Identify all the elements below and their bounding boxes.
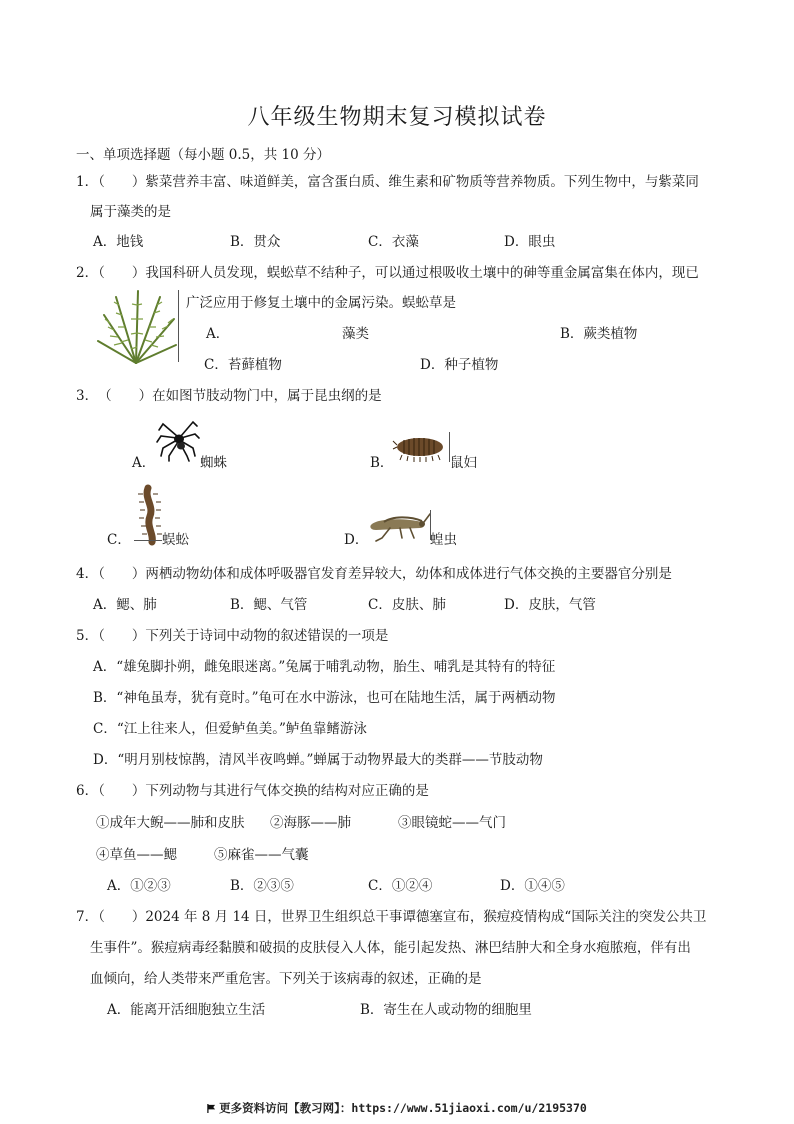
q5-option-c: C．“江上往来人，但爱鲈鱼美。”鲈鱼靠鳍游泳 — [93, 721, 367, 737]
q7-option-b: B．寄生在人或动物的细胞里 — [360, 1002, 532, 1018]
q6-stem: 6．（ ）下列动物与其进行气体交换的结构对应正确的是 — [76, 783, 429, 799]
page-title: 八年级生物期末复习模拟试卷 — [247, 105, 547, 130]
footer-text: 更多资料访问【教习网】：https://www.51jiaoxi.com/u/2195370 — [219, 1101, 587, 1115]
q1-option-d: D．眼虫 — [504, 234, 556, 250]
q2-option-a-letter: A． — [206, 326, 230, 342]
q5-stem: 5．（ ）下列关于诗词中动物的叙述错误的一项是 — [76, 628, 389, 644]
woodlouse-image — [392, 432, 448, 464]
q4-option-c: C．皮肤、肺 — [368, 597, 446, 613]
q7-stem-line3: 血倾向，给人类带来严重危害。下列关于该病毒的叙述，正确的是 — [90, 971, 482, 987]
q3-stem: 3． （ ）在如图节肢动物门中，属于昆虫纲的是 — [76, 388, 382, 404]
q6-item-5: ⑤麻雀——气囊 — [214, 847, 309, 863]
q6-option-c: C．①②④ — [368, 878, 433, 894]
q5-option-a: A．“雄兔脚扑朔，雌兔眼迷离。”兔属于哺乳动物，胎生、哺乳是其特有的特征 — [93, 659, 556, 675]
q5-option-b: B．“神龟虽寿，犹有竟时。”龟可在水中游泳，也可在陆地生活，属于两栖动物 — [93, 690, 556, 706]
q2-option-a-text: 藻类 — [342, 326, 369, 342]
q4-option-d: D．皮肤，气管 — [504, 597, 596, 613]
q1-stem-line2: 属于藻类的是 — [90, 204, 171, 220]
image-baseline — [134, 540, 162, 541]
q7-stem-line2: 生事件”。猴痘病毒经黏膜和破损的皮肤侵入人体，能引起发热、淋巴结肿大和全身水疱脓疱，伴有出 — [90, 940, 691, 956]
q6-option-a: A．①②③ — [107, 878, 171, 894]
section-heading: 一、单项选择题（每小题 0.5，共 10 分） — [76, 147, 331, 163]
q7-stem-line1: 7．（ ）2024 年 8 月 14 日，世界卫生组织总干事谭德塞宣布，猴痘疫情构成“国际关注的突发公共卫 — [76, 909, 707, 925]
q3-option-d-letter: D． — [344, 532, 369, 548]
q2-stem-line2: 广泛应用于修复土壤中的金属污染。蜈蚣草是 — [186, 295, 456, 311]
q4-option-b: B．鳃、气管 — [230, 597, 308, 613]
image-divider — [178, 290, 179, 362]
q6-option-d: D．①④⑤ — [500, 878, 565, 894]
spider-image — [155, 416, 201, 462]
q3-option-a-letter: A． — [132, 455, 156, 471]
q2-stem-line1: 2．（ ）我国科研人员发现，蜈蚣草不结种子，可以通过根吸收土壤中的砷等重金属富集在体内，现已 — [76, 265, 699, 281]
q2-option-b: B．蕨类植物 — [560, 326, 638, 342]
q6-item-3: ③眼镜蛇——气门 — [398, 815, 506, 831]
q7-option-a: A．能离开活细胞独立生活 — [107, 1002, 266, 1018]
q1-option-c: C．衣藻 — [368, 234, 419, 250]
q4-option-a: A．鳃、肺 — [93, 597, 157, 613]
q3-option-b-letter: B． — [370, 455, 394, 471]
q1-stem-line1: 1．（ ）紫菜营养丰富、味道鲜美，富含蛋白质、维生素和矿物质等营养物质。下列生物中，与紫菜同 — [76, 174, 699, 190]
q3-option-c-text: 蜈蚣 — [162, 532, 189, 548]
centipede-image — [134, 484, 164, 548]
q2-option-c: C．苔藓植物 — [204, 357, 282, 373]
q3-option-d-text: 蝗虫 — [430, 532, 457, 548]
q6-item-2: ②海豚——肺 — [270, 815, 351, 831]
q6-item-4: ④草鱼——鳃 — [96, 847, 177, 863]
q1-option-a: A．地钱 — [93, 234, 144, 250]
footer-link[interactable] — [0, 1100, 794, 1116]
q2-option-d: D．种子植物 — [420, 357, 499, 373]
q4-stem: 4．（ ）两栖动物幼体和成体呼吸器官发育差异较大，幼体和成体进行气体交换的主要器官分别是 — [76, 566, 672, 582]
q3-option-b-text: 鼠妇 — [450, 455, 477, 471]
flag-icon — [207, 1104, 216, 1113]
fern-image — [94, 285, 178, 369]
q3-option-c-letter: C． — [107, 532, 131, 548]
q3-option-a-text: 蜘蛛 — [200, 455, 227, 471]
q6-item-1: ①成年大鲵——肺和皮肤 — [96, 815, 245, 831]
q5-option-d: D．“明月别枝惊鹊，清风半夜鸣蝉。”蝉属于动物界最大的类群——节肢动物 — [93, 752, 543, 768]
q1-option-b: B．贯众 — [230, 234, 281, 250]
q6-option-b: B．②③⑤ — [230, 878, 294, 894]
locust-image — [366, 508, 430, 544]
